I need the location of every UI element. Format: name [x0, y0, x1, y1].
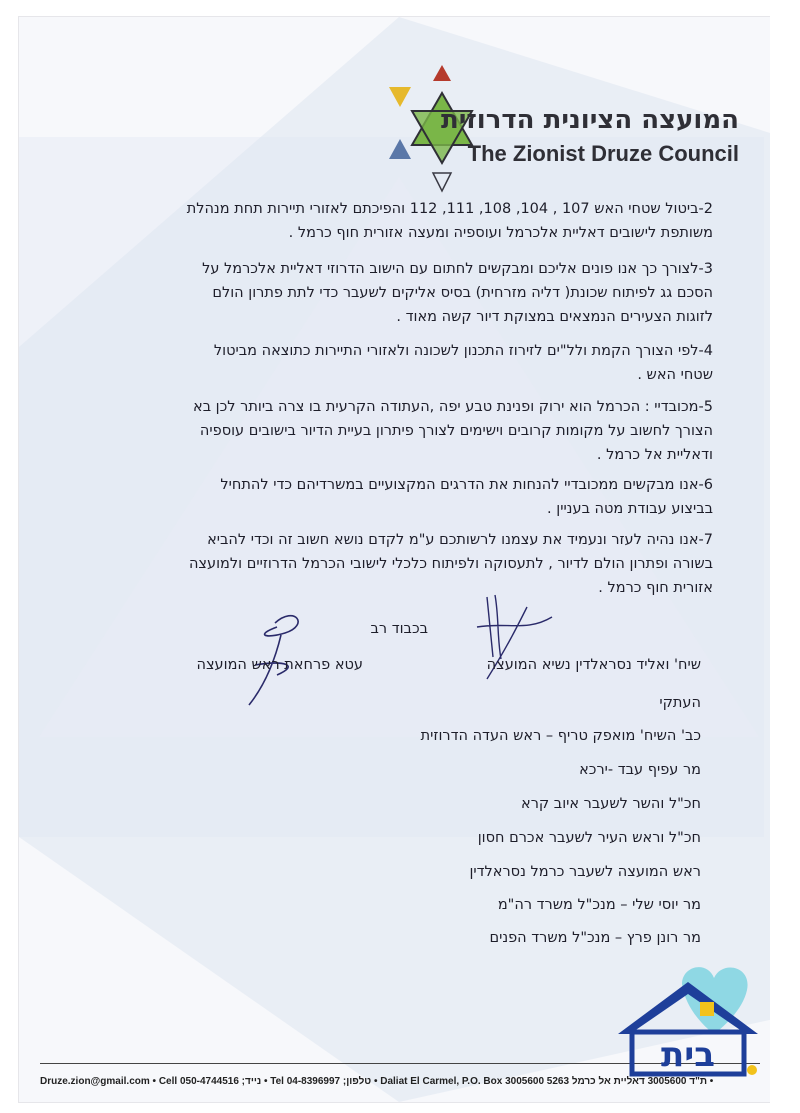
text-line: בביצוע עבודת מטה בעניין .	[547, 501, 713, 517]
letter-page	[18, 16, 784, 1103]
paragraph-7	[73, 528, 713, 600]
copy-recipient: כב' השיח' מואפק טריף – ראש העדה הדרוזית	[420, 728, 701, 744]
copy-recipient: חכ"ל וראש העיר לשעבר אכרם חסון	[477, 830, 701, 846]
paragraph-4	[73, 339, 713, 387]
text-line: 3-לצורך כך אנו פונים אליכם ומבקשים לחתום עם הישוב הדרוזי דאליית אלכרמל על	[202, 261, 713, 277]
text-line: בשורה ופתרון הולם לדיור , לתעסוקה ולפיתוח כלכלי לישובי הכרמל הדרוזיים ולמועצה	[188, 556, 713, 572]
copy-recipient: מר יוסי שלי – מנכ"ל משרד רה"מ	[497, 897, 701, 913]
paragraph-3	[73, 257, 713, 329]
text-line: אזורית חוף כרמל .	[598, 580, 713, 596]
paragraph-2	[73, 197, 713, 245]
copy-recipient: מר רונן פרץ – מנכ"ל משרד הפנים	[489, 930, 701, 946]
text-line: לזוגות הצעירים הנמצאים במצוקת דיור קשה מאוד .	[396, 309, 713, 325]
page-margin	[770, 0, 800, 1113]
text-line: 6-אנו מבקשים ממכובדיי להנחות את הדרגים המקצועיים במשרדיהם כדי להתחיל	[220, 477, 713, 493]
signatory-council-head: עטא פרחאת ראש המועצה	[196, 657, 363, 673]
copies-heading: העתקי	[659, 695, 701, 711]
footer-contact: Druze.zion@gmail.com • Cell 050-4744516 ;נייד • Tel 04-8396997 ;טלפון • Daliat El Carmel, P.O. Box 3005600 5263 ת"ד 3005600 דאליית אל כרמל •	[40, 1076, 714, 1087]
org-name-hebrew: המועצה הציונית הדרוזית	[440, 105, 739, 135]
paragraph-6	[73, 473, 713, 521]
watermark-label: בית	[661, 1035, 715, 1075]
closing-regards: בכבוד רב	[370, 621, 428, 637]
signatory-president: שיח' ואליד נסראלדין נשיא המועצה	[486, 657, 701, 673]
copy-recipient: ראש המועצה לשעבר כרמל נסראלדין	[469, 864, 701, 880]
copy-recipient: מר עפיף עבד -ירכא	[579, 762, 701, 778]
text-line: הצורך לחשוב על מקומות קרובים וישימים לצורך פיתרון בעיית הדיור בישובים עוספיה	[199, 423, 713, 439]
text-line: 2-ביטול שטחי האש 107 , 104, 108, 111, 112 והפיכתם לאזורי תיירות תחת מנהלת	[186, 201, 713, 217]
text-line: הסכם גג לפיתוח שכונת( דליה מזרחית) בסיס אליקים לשעבר כדי לתת פתרון הולם	[212, 285, 713, 301]
text-line: שטחי האש .	[637, 367, 713, 383]
copy-recipient: חכ"ל והשר לשעבר איוב קרא	[521, 796, 701, 812]
house-watermark-logo-icon	[612, 962, 772, 1082]
org-name-english: The Zionist Druze Council	[467, 141, 739, 166]
text-line: 4-לפי הצורך הקמת ולל"ים לזירוז התכנון לשכונה ולאזורי התיירות כתוצאה מביטול	[213, 343, 713, 359]
text-line: ודאליית אל כרמל .	[596, 447, 713, 463]
paragraph-5	[73, 395, 713, 467]
letterhead	[379, 55, 779, 205]
text-line: 5-מכובדיי : הכרמל הוא ירוק ופנינת טבע יפה ,העתודה הקרעית בו צרה ביותר לכן בא	[193, 399, 713, 415]
text-line: משותפת לישובים דאליית אלכרמל ועוספיה ומעצה אזורית חוף כרמל .	[288, 225, 713, 241]
text-line: 7-אנו נהיה לעזר ונעמיד את עצמנו לרשותכם ע"מ לקדם נושא חשוב זה וכדי להביא	[207, 532, 713, 548]
